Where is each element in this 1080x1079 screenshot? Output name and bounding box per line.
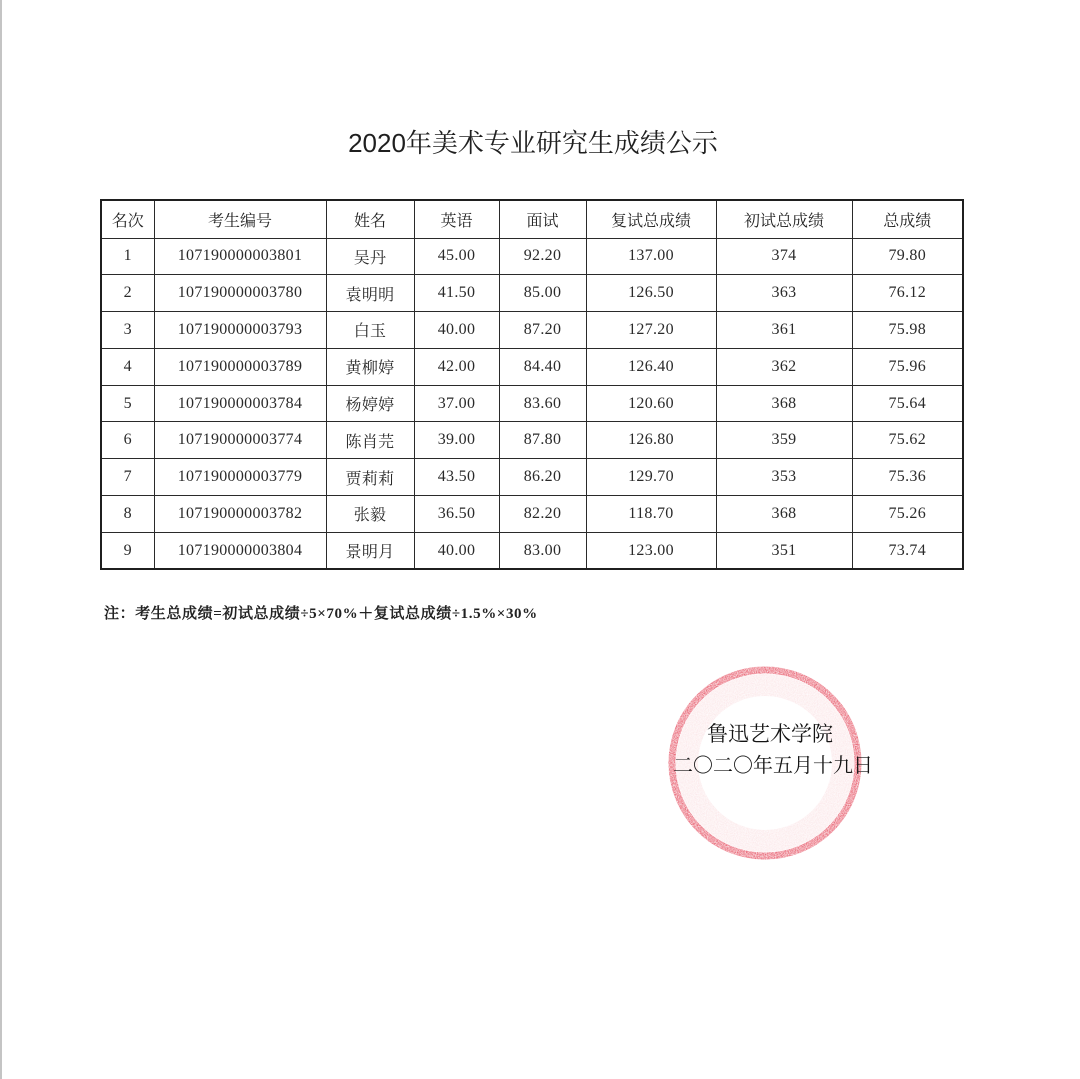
cell-rank: 5 (101, 385, 154, 422)
scores-table (100, 199, 964, 570)
cell-name: 白玉 (326, 312, 414, 349)
page-title: 2020年美术专业研究生成绩公示 (348, 128, 718, 158)
cell-english: 41.50 (414, 275, 499, 312)
cell-candidate-id: 107190000003789 (154, 348, 326, 385)
cell-rank: 7 (101, 459, 154, 496)
cell-prelim-total: 361 (716, 312, 852, 349)
cell-rank: 1 (101, 238, 154, 275)
cell-name: 贾莉莉 (326, 459, 414, 496)
header-name: 姓名 (326, 200, 414, 238)
table-row (101, 422, 963, 459)
cell-candidate-id: 107190000003782 (154, 496, 326, 533)
header-overall: 总成绩 (852, 200, 963, 238)
cell-interview: 86.20 (499, 459, 586, 496)
cell-english: 36.50 (414, 496, 499, 533)
cell-candidate-id: 107190000003804 (154, 532, 326, 569)
issue-date: 二〇二〇年五月十九日 (673, 755, 873, 777)
table-row (101, 459, 963, 496)
table-body (101, 238, 963, 569)
cell-overall: 75.62 (852, 422, 963, 459)
score-formula-note: 注：考生总成绩=初试总成绩÷5×70%＋复试总成绩÷1.5%×30% (104, 606, 538, 622)
cell-rank: 8 (101, 496, 154, 533)
table-row (101, 496, 963, 533)
cell-prelim-total: 362 (716, 348, 852, 385)
cell-retest-total: 123.00 (586, 532, 716, 569)
cell-rank: 4 (101, 348, 154, 385)
table-header-row (101, 200, 963, 238)
cell-name: 黄柳婷 (326, 348, 414, 385)
header-interview: 面试 (499, 200, 586, 238)
cell-prelim-total: 353 (716, 459, 852, 496)
table-row (101, 238, 963, 275)
cell-english: 40.00 (414, 532, 499, 569)
cell-overall: 75.96 (852, 348, 963, 385)
cell-name: 景明月 (326, 532, 414, 569)
cell-interview: 82.20 (499, 496, 586, 533)
cell-overall: 75.36 (852, 459, 963, 496)
cell-candidate-id: 107190000003801 (154, 238, 326, 275)
cell-name: 陈肖芫 (326, 422, 414, 459)
cell-interview: 87.20 (499, 312, 586, 349)
cell-english: 45.00 (414, 238, 499, 275)
cell-interview: 87.80 (499, 422, 586, 459)
cell-english: 43.50 (414, 459, 499, 496)
cell-overall: 75.26 (852, 496, 963, 533)
cell-rank: 2 (101, 275, 154, 312)
issuer-name: 鲁迅艺术学院 (707, 723, 833, 746)
cell-candidate-id: 107190000003779 (154, 459, 326, 496)
cell-prelim-total: 351 (716, 532, 852, 569)
table-row (101, 275, 963, 312)
table-row (101, 385, 963, 422)
header-prelim-total: 初试总成绩 (716, 200, 852, 238)
cell-english: 40.00 (414, 312, 499, 349)
cell-overall: 79.80 (852, 238, 963, 275)
cell-english: 39.00 (414, 422, 499, 459)
cell-retest-total: 129.70 (586, 459, 716, 496)
cell-retest-total: 118.70 (586, 496, 716, 533)
cell-name: 杨婷婷 (326, 385, 414, 422)
cell-name: 张毅 (326, 496, 414, 533)
scan-edge-line (0, 0, 2, 1079)
header-retest-total: 复试总成绩 (586, 200, 716, 238)
header-english: 英语 (414, 200, 499, 238)
cell-candidate-id: 107190000003793 (154, 312, 326, 349)
cell-prelim-total: 368 (716, 496, 852, 533)
cell-interview: 84.40 (499, 348, 586, 385)
cell-prelim-total: 374 (716, 238, 852, 275)
cell-prelim-total: 363 (716, 275, 852, 312)
cell-overall: 76.12 (852, 275, 963, 312)
cell-candidate-id: 107190000003774 (154, 422, 326, 459)
cell-english: 37.00 (414, 385, 499, 422)
cell-rank: 9 (101, 532, 154, 569)
cell-candidate-id: 107190000003784 (154, 385, 326, 422)
cell-rank: 6 (101, 422, 154, 459)
cell-interview: 83.00 (499, 532, 586, 569)
cell-name: 吴丹 (326, 238, 414, 275)
cell-retest-total: 127.20 (586, 312, 716, 349)
cell-name: 袁明明 (326, 275, 414, 312)
cell-rank: 3 (101, 312, 154, 349)
cell-interview: 83.60 (499, 385, 586, 422)
table-row (101, 312, 963, 349)
cell-interview: 85.00 (499, 275, 586, 312)
cell-retest-total: 137.00 (586, 238, 716, 275)
cell-interview: 92.20 (499, 238, 586, 275)
cell-prelim-total: 359 (716, 422, 852, 459)
cell-retest-total: 126.40 (586, 348, 716, 385)
cell-overall: 73.74 (852, 532, 963, 569)
header-candidate-id: 考生编号 (154, 200, 326, 238)
cell-overall: 75.98 (852, 312, 963, 349)
cell-prelim-total: 368 (716, 385, 852, 422)
cell-english: 42.00 (414, 348, 499, 385)
cell-retest-total: 120.60 (586, 385, 716, 422)
cell-overall: 75.64 (852, 385, 963, 422)
table-row (101, 532, 963, 569)
header-rank: 名次 (101, 200, 154, 238)
cell-retest-total: 126.50 (586, 275, 716, 312)
table-row (101, 348, 963, 385)
cell-candidate-id: 107190000003780 (154, 275, 326, 312)
cell-retest-total: 126.80 (586, 422, 716, 459)
